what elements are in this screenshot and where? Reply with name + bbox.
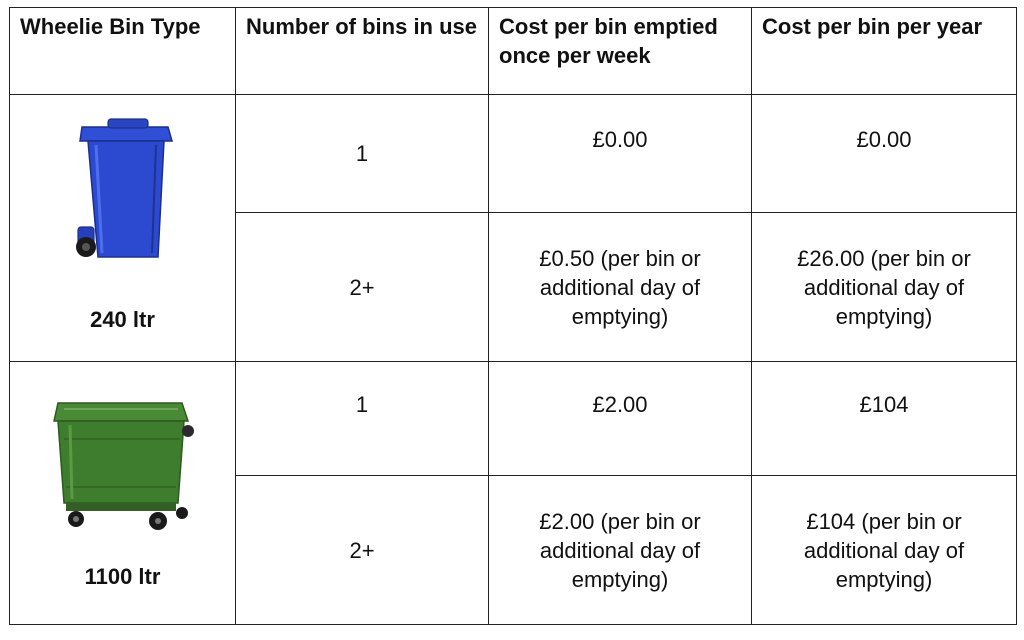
cost-per-year-cell: £104 (per bin or additional day of emptying): [752, 476, 1017, 625]
blue-wheelie-bin-icon: [72, 115, 182, 265]
bin-count-cell: 1: [236, 362, 489, 476]
bin-count-cell: 2+: [236, 476, 489, 625]
bin-label-1100: 1100 ltr: [84, 564, 161, 589]
header-cost-per-year: Cost per bin per year: [752, 8, 1017, 95]
cost-per-year-cell: £0.00: [752, 95, 1017, 213]
green-wheelie-bin-icon: [50, 395, 200, 535]
header-number-of-bins: Number of bins in use: [236, 8, 489, 95]
header-bin-type: Wheelie Bin Type: [10, 8, 236, 95]
table-row: [10, 362, 1017, 476]
bin-type-cell-240: [10, 95, 236, 362]
cost-per-week-cell: £0.50 (per bin or additional day of emptying): [489, 213, 752, 362]
cost-per-week-cell: £2.00 (per bin or additional day of emptying): [489, 476, 752, 625]
header-row: [10, 8, 1017, 95]
bin-type-cell-1100: [10, 362, 236, 625]
header-cost-per-week: Cost per bin emptied once per week: [489, 8, 752, 95]
bin-count-cell: 2+: [236, 213, 489, 362]
cost-per-year-cell: £26.00 (per bin or additional day of emptying): [752, 213, 1017, 362]
bin-count-cell: 1: [236, 95, 489, 213]
bin-label-240: 240 ltr: [90, 307, 155, 332]
cost-per-year-cell: £104: [752, 362, 1017, 476]
cost-per-week-cell: £2.00: [489, 362, 752, 476]
table-row: [10, 95, 1017, 213]
cost-per-week-cell: £0.00: [489, 95, 752, 213]
bin-cost-table: [9, 7, 1017, 625]
